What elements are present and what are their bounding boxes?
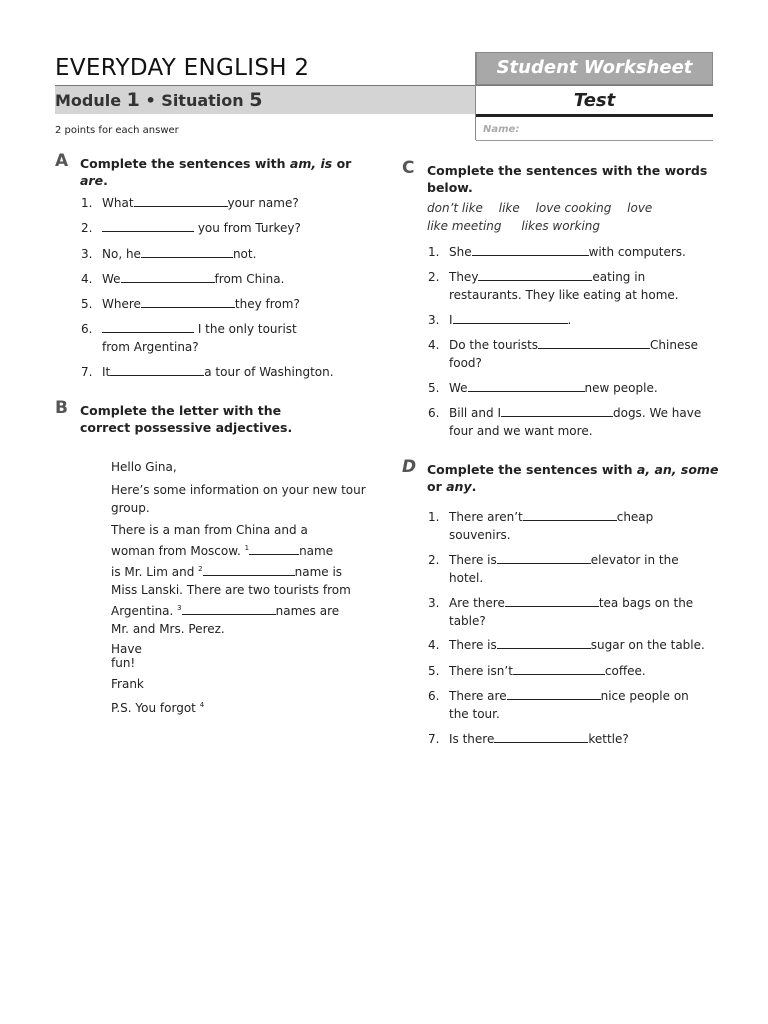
section-d-item-5 (428, 662, 713, 680)
section-b-letter: B (55, 398, 68, 418)
instr-text: Complete the sentences with (80, 156, 290, 171)
section-d-item-2 (428, 551, 713, 587)
item-text: coffee. (604, 664, 646, 678)
points-note: 2 points for each answer (55, 125, 179, 136)
item-text: kettle? (588, 732, 629, 746)
item-number: 3. (81, 247, 93, 261)
section-c-item-1 (428, 243, 713, 261)
footnote-marker: 4 (199, 701, 205, 709)
answer-blank[interactable] (134, 194, 228, 207)
item-text: There is (449, 553, 497, 567)
item-text: They (449, 270, 479, 284)
item-number: 5. (428, 381, 440, 395)
item-text: There isn’t (449, 664, 513, 678)
instr-em: am, is (289, 156, 333, 171)
item-text: There aren’t (449, 510, 523, 524)
answer-blank[interactable] (141, 245, 233, 258)
section-a-item-7 (81, 363, 351, 381)
answer-blank[interactable] (501, 404, 613, 417)
letter-line: Mr. and Mrs. Perez. (111, 622, 225, 636)
item-text: There is (449, 638, 497, 652)
word-bank-item: likes working (521, 219, 601, 233)
section-d-item-1 (428, 508, 713, 544)
instr-em: are (80, 173, 104, 188)
item-text: Where (102, 297, 141, 311)
module-number: 1 (126, 89, 140, 111)
situation-number: 5 (249, 89, 263, 111)
item-text: not. (232, 247, 257, 261)
item-number: 6. (428, 689, 440, 703)
letter-line: group. (111, 501, 150, 515)
item-number: 3. (428, 313, 440, 327)
instr-text: . (103, 173, 108, 188)
item-number: 6. (81, 322, 93, 336)
letter-line: Argentina. (111, 604, 178, 618)
instr-text: or (332, 156, 352, 171)
item-number: 2. (428, 553, 440, 567)
letter-greeting: Hello Gina, (111, 460, 177, 474)
item-text: eating in (592, 270, 646, 284)
word-bank-row-2 (427, 219, 600, 233)
answer-blank[interactable] (505, 594, 599, 607)
item-text: with computers. (588, 245, 686, 259)
letter-line: names are (275, 604, 340, 618)
item-text: Do the tourists (449, 338, 539, 352)
item-text: hotel. (449, 571, 484, 585)
answer-blank[interactable] (513, 662, 605, 675)
instr-em: any (446, 479, 472, 494)
answer-blank[interactable] (507, 687, 601, 700)
item-number: 2. (428, 270, 440, 284)
word-bank-item: don’t like (427, 201, 483, 215)
item-text: a tour of Washington. (204, 365, 334, 379)
item-number: 4. (428, 338, 440, 352)
letter-ps (111, 696, 381, 717)
item-text: table? (449, 614, 486, 628)
answer-blank[interactable] (121, 270, 215, 283)
letter-paragraph-2 (111, 521, 381, 638)
item-text: What (102, 196, 134, 210)
test-underline (476, 114, 713, 117)
situation-label: Situation (161, 91, 244, 110)
item-number: 1. (428, 245, 440, 259)
item-text: from China. (214, 272, 285, 286)
item-text: Chinese (650, 338, 698, 352)
item-number: 4. (428, 638, 440, 652)
answer-blank[interactable] (538, 336, 650, 349)
instr-text: below. (427, 180, 473, 195)
letter-line: is Mr. Lim and (111, 565, 199, 579)
word-bank-row-1 (427, 201, 652, 215)
section-b-instructions (80, 402, 292, 436)
answer-blank[interactable] (468, 379, 585, 392)
letter-line: There is a man from China and a (111, 523, 308, 537)
item-number: 1. (428, 510, 440, 524)
section-d-item-4 (428, 636, 713, 654)
letter-body (111, 458, 381, 717)
answer-blank[interactable] (102, 219, 194, 232)
section-c-item-6 (428, 404, 713, 440)
letter-line: Miss Lanski. There are two tourists from (111, 583, 351, 597)
item-text: dogs. We have (612, 406, 702, 420)
letter-paragraph-1 (111, 481, 381, 517)
module-situation (55, 89, 262, 111)
item-number: 2. (81, 221, 93, 235)
module-label: Module (55, 91, 122, 110)
item-number: 7. (428, 732, 440, 746)
test-label: Test (573, 90, 616, 111)
letter-line: P.S. You forgot (111, 701, 200, 715)
item-number: 5. (428, 664, 440, 678)
item-text: cheap (616, 510, 654, 524)
section-a-item-4 (81, 270, 351, 288)
name-field-label: Name: (483, 124, 520, 135)
name-field-line[interactable] (476, 140, 713, 141)
answer-blank[interactable] (141, 295, 235, 308)
section-a-item-5 (81, 295, 351, 313)
item-number: 5. (81, 297, 93, 311)
instr-text: Complete the sentences with (427, 462, 637, 477)
item-text: We (102, 272, 121, 286)
item-text: your name? (227, 196, 299, 210)
instr-text: correct possessive adjectives. (80, 420, 293, 435)
answer-blank[interactable] (182, 602, 276, 615)
answer-blank[interactable] (497, 551, 591, 564)
item-text: new people. (584, 381, 658, 395)
item-text: restaurants. They like eating at home. (449, 288, 679, 302)
section-d-letter: D (402, 457, 417, 477)
item-number: 1. (81, 196, 93, 210)
letter-closing (111, 642, 381, 670)
letter-line: name (299, 544, 334, 558)
student-worksheet-label: Student Worksheet (496, 57, 693, 78)
letter-line: fun! (111, 656, 136, 670)
item-text: It (102, 365, 111, 379)
item-text: We (449, 381, 468, 395)
section-c-item-2 (428, 268, 713, 304)
worksheet-title: EVERYDAY ENGLISH 2 (55, 55, 310, 81)
section-a-item-6 (81, 320, 351, 356)
header-divider (55, 85, 713, 86)
item-text: elevator in the (590, 553, 679, 567)
section-a-item-3 (81, 245, 351, 263)
instr-em: a, an, some (636, 462, 719, 477)
answer-blank[interactable] (453, 311, 568, 324)
section-c-instructions (427, 162, 707, 196)
item-text: tea bags on the (598, 596, 694, 610)
section-c-item-5 (428, 379, 713, 397)
section-d-item-3 (428, 594, 713, 630)
instr-text: Complete the sentences with the words (427, 163, 708, 178)
item-text: Are there (449, 596, 505, 610)
section-a-item-1 (81, 194, 351, 212)
footnote-marker: 1 (244, 544, 250, 552)
item-text: food? (449, 356, 482, 370)
item-text: sugar on the table. (590, 638, 705, 652)
answer-blank[interactable] (249, 542, 299, 555)
answer-blank[interactable] (102, 320, 194, 333)
answer-blank[interactable] (472, 243, 589, 256)
letter-line: woman from Moscow. (111, 544, 245, 558)
item-text: the tour. (449, 707, 500, 721)
section-d-item-6 (428, 687, 713, 723)
letter-line: Have (111, 642, 142, 656)
item-text: She (449, 245, 472, 259)
item-text: Is there (449, 732, 495, 746)
letter-line: Here’s some information on your new tour (111, 483, 366, 497)
item-text: they from? (234, 297, 300, 311)
answer-blank[interactable] (523, 508, 617, 521)
item-text: I (449, 313, 453, 327)
word-bank-item: love (627, 201, 653, 215)
answer-blank[interactable] (203, 563, 295, 576)
answer-blank[interactable] (110, 363, 204, 376)
item-text: . (567, 313, 572, 327)
section-c-item-4 (428, 336, 713, 372)
item-text: No, he (102, 247, 141, 261)
word-bank-item: love cooking (535, 201, 612, 215)
instr-text: Complete the letter with the (80, 403, 282, 418)
item-text: souvenirs. (449, 528, 511, 542)
word-bank-item: like meeting (427, 219, 502, 233)
item-text: There are (449, 689, 507, 703)
letter-line: name is (294, 565, 343, 579)
footnote-marker: 2 (198, 565, 203, 573)
answer-blank[interactable] (497, 636, 591, 649)
section-c-letter: C (402, 158, 415, 178)
letter-signature: Frank (111, 677, 144, 691)
answer-blank[interactable] (478, 268, 592, 281)
bullet: • (145, 91, 156, 110)
item-text: from Argentina? (102, 340, 199, 354)
section-d-instructions (427, 461, 718, 495)
answer-blank[interactable] (494, 730, 588, 743)
section-d-item-7 (428, 730, 713, 748)
instr-text: . (471, 479, 477, 494)
item-text: Bill and I (449, 406, 501, 420)
item-text: you from Turkey? (194, 221, 301, 235)
item-number: 6. (428, 406, 440, 420)
item-number: 3. (428, 596, 440, 610)
item-text: I the only tourist (194, 322, 297, 336)
word-bank-item: like (498, 201, 520, 215)
item-text: nice people on (600, 689, 689, 703)
item-text: four and we want more. (449, 424, 593, 438)
footnote-marker: 3 (177, 604, 182, 612)
item-number: 7. (81, 365, 93, 379)
item-number: 4. (81, 272, 93, 286)
section-a-instructions (80, 155, 351, 189)
section-a-letter: A (55, 151, 69, 171)
instr-text: or (427, 479, 447, 494)
section-c-item-3 (428, 311, 713, 329)
section-a-item-2 (81, 219, 351, 237)
